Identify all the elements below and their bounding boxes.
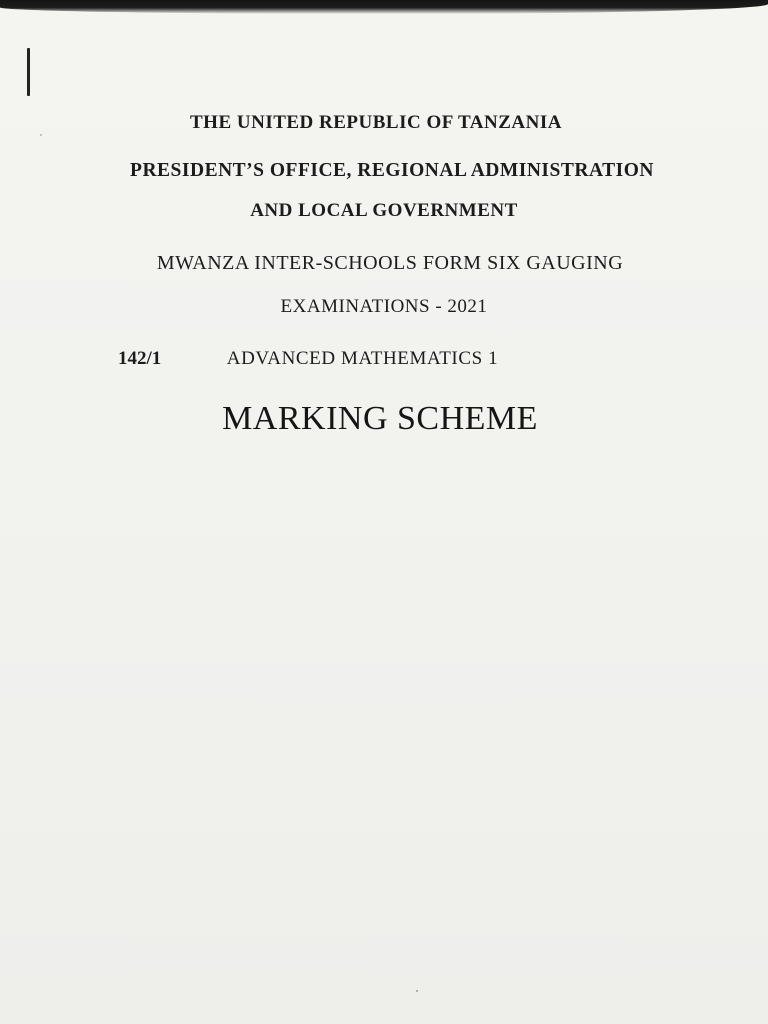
- country-heading: THE UNITED REPUBLIC OF TANZANIA: [190, 112, 562, 133]
- exam-title-line-2: EXAMINATIONS - 2021: [280, 296, 488, 317]
- scan-speck: [40, 134, 42, 136]
- paper-code: 142/1: [118, 348, 162, 369]
- scan-speck: [416, 990, 418, 992]
- scan-margin-mark: [27, 48, 30, 96]
- document-type-title: MARKING SCHEME: [222, 400, 538, 437]
- exam-title-line-1: MWANZA INTER-SCHOOLS FORM SIX GAUGING: [156, 252, 624, 274]
- scan-top-edge: [0, 0, 768, 14]
- office-heading-line-1: PRESIDENT’S OFFICE, REGIONAL ADMINISTRATION: [130, 160, 654, 181]
- paper-subject: ADVANCED MATHEMATICS 1: [226, 348, 499, 369]
- office-heading-line-2: AND LOCAL GOVERNMENT: [250, 200, 518, 221]
- paper-info-row: [118, 348, 498, 370]
